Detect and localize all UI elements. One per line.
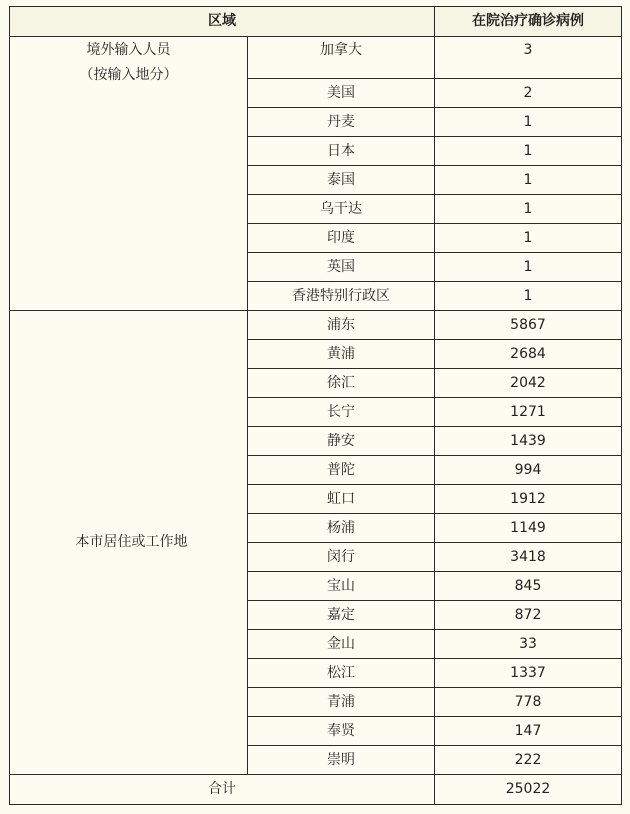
case-count: 1 xyxy=(435,282,622,311)
region-name: 金山 xyxy=(248,630,435,659)
header-count: 在院治疗确诊病例 xyxy=(435,7,622,37)
region-name: 徐汇 xyxy=(248,369,435,398)
case-count: 147 xyxy=(435,717,622,746)
case-count: 2042 xyxy=(435,369,622,398)
case-count: 222 xyxy=(435,746,622,775)
region-name: 香港特别行政区 xyxy=(248,282,435,311)
group-label xyxy=(10,37,248,311)
region-name: 青浦 xyxy=(248,688,435,717)
case-count: 1 xyxy=(435,224,622,253)
case-count: 1 xyxy=(435,166,622,195)
case-count: 1337 xyxy=(435,659,622,688)
case-count: 872 xyxy=(435,601,622,630)
region-name: 松江 xyxy=(248,659,435,688)
case-count: 2 xyxy=(435,79,622,108)
region-name: 印度 xyxy=(248,224,435,253)
case-count: 1271 xyxy=(435,398,622,427)
region-name: 奉贤 xyxy=(248,717,435,746)
group-title: 本市居住或工作地 xyxy=(75,534,188,551)
group-title: 境外输入人员 xyxy=(86,42,171,58)
case-count: 778 xyxy=(435,688,622,717)
case-count: 1149 xyxy=(435,514,622,543)
cases-table xyxy=(9,6,622,805)
total-row xyxy=(10,775,622,805)
region-name: 静安 xyxy=(248,427,435,456)
table-row xyxy=(10,37,622,79)
header-row xyxy=(10,7,622,37)
case-count: 2684 xyxy=(435,340,622,369)
region-name: 浦东 xyxy=(248,311,435,340)
case-count: 5867 xyxy=(435,311,622,340)
case-count: 845 xyxy=(435,572,622,601)
total-value: 25022 xyxy=(435,775,622,805)
case-count: 1 xyxy=(435,195,622,224)
case-count: 1 xyxy=(435,108,622,137)
table-body xyxy=(10,7,622,805)
region-name: 日本 xyxy=(248,137,435,166)
case-count: 3418 xyxy=(435,543,622,572)
group-subtitle: （按输入地分） xyxy=(79,66,178,83)
case-count: 1439 xyxy=(435,427,622,456)
region-name: 美国 xyxy=(248,79,435,108)
header-region: 区域 xyxy=(10,7,435,37)
region-name: 嘉定 xyxy=(248,601,435,630)
group-label xyxy=(10,311,248,775)
region-name: 泰国 xyxy=(248,166,435,195)
region-name: 虹口 xyxy=(248,485,435,514)
case-count: 1912 xyxy=(435,485,622,514)
region-name: 崇明 xyxy=(248,746,435,775)
region-name: 黄浦 xyxy=(248,340,435,369)
region-name: 长宁 xyxy=(248,398,435,427)
case-count: 3 xyxy=(435,37,622,79)
case-count: 994 xyxy=(435,456,622,485)
region-name: 丹麦 xyxy=(248,108,435,137)
table-row xyxy=(10,311,622,340)
total-label: 合计 xyxy=(10,775,435,805)
region-name: 加拿大 xyxy=(248,37,435,79)
region-name: 杨浦 xyxy=(248,514,435,543)
region-name: 英国 xyxy=(248,253,435,282)
region-name: 乌干达 xyxy=(248,195,435,224)
case-count: 33 xyxy=(435,630,622,659)
case-count: 1 xyxy=(435,253,622,282)
region-name: 普陀 xyxy=(248,456,435,485)
region-name: 闵行 xyxy=(248,543,435,572)
region-name: 宝山 xyxy=(248,572,435,601)
case-count: 1 xyxy=(435,137,622,166)
